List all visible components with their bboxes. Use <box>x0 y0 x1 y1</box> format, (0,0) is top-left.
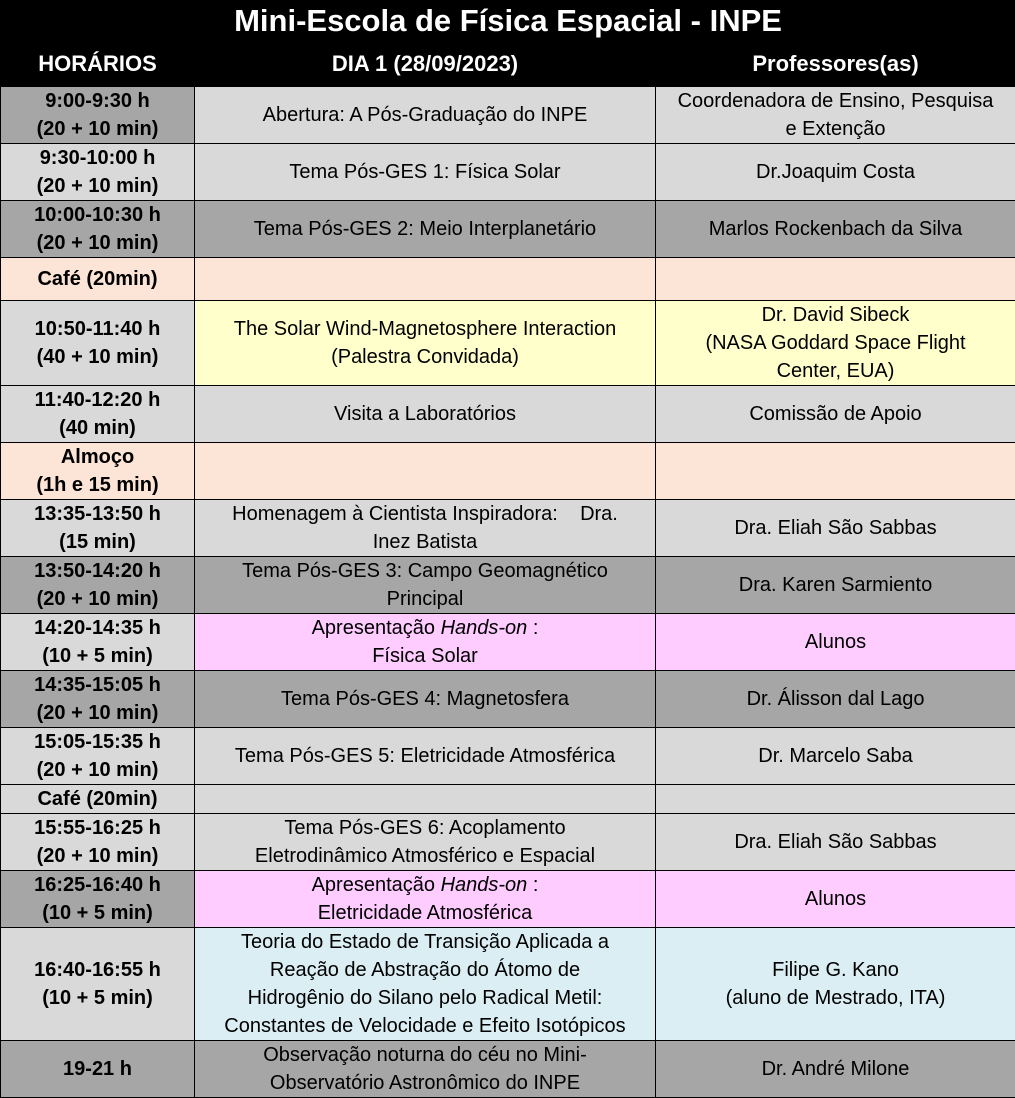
header-row <box>1 42 1015 87</box>
time-cell <box>1 500 195 557</box>
time-cell <box>1 301 195 386</box>
break-row <box>1 785 1015 814</box>
professor-cell <box>656 201 1015 258</box>
time-cell <box>1 87 195 144</box>
activity-text: Tema Pós-GES 3: Campo Geomagnético <box>197 557 653 585</box>
duration-text: (10 + 5 min) <box>3 642 192 670</box>
activity-text: Observatório Astronômico do INPE <box>197 1069 653 1097</box>
professor-text: Alunos <box>658 628 1013 656</box>
activity-text: (Palestra Convidada) <box>197 343 653 371</box>
activity-cell <box>195 671 656 728</box>
schedule-row <box>1 671 1015 728</box>
activity-cell <box>195 443 656 500</box>
hands-on-emphasis: Hands-on <box>441 617 528 639</box>
time-text: 11:40-12:20 h <box>3 386 192 414</box>
time-cell <box>1 201 195 258</box>
break-duration: (1h e 15 min) <box>3 471 192 499</box>
activity-text: Apresentação Hands-on : <box>197 614 653 642</box>
time-text: 10:50-11:40 h <box>3 315 192 343</box>
time-text: 15:05-15:35 h <box>3 728 192 756</box>
professor-text: Alunos <box>658 885 1013 913</box>
time-cell <box>1 614 195 671</box>
professor-cell <box>656 144 1015 201</box>
duration-text: (20 + 10 min) <box>3 699 192 727</box>
activity-cell <box>195 928 656 1041</box>
activity-text: Eletrodinâmico Atmosférico e Espacial <box>197 842 653 870</box>
time-text: 13:35-13:50 h <box>3 500 192 528</box>
time-cell <box>1 557 195 614</box>
time-cell <box>1 386 195 443</box>
break-label: Café (20min) <box>3 265 192 293</box>
break-cell <box>1 785 195 814</box>
time-cell <box>1 928 195 1041</box>
time-cell <box>1 1041 195 1098</box>
activity-text: Teoria do Estado de Transição Aplicada a <box>197 928 653 956</box>
duration-text: (20 + 10 min) <box>3 172 192 200</box>
activity-cell <box>195 258 656 301</box>
time-text: 14:35-15:05 h <box>3 671 192 699</box>
time-text: 10:00-10:30 h <box>3 201 192 229</box>
schedule-row <box>1 557 1015 614</box>
activity-text: Tema Pós-GES 4: Magnetosfera <box>197 685 653 713</box>
duration-text: (20 + 10 min) <box>3 115 192 143</box>
header-times: HORÁRIOS <box>1 42 195 87</box>
schedule-row <box>1 301 1015 386</box>
schedule-row <box>1 814 1015 871</box>
professor-text: Dra. Eliah São Sabbas <box>658 828 1013 856</box>
schedule-row <box>1 1041 1015 1098</box>
duration-text: (20 + 10 min) <box>3 585 192 613</box>
schedule-row <box>1 386 1015 443</box>
professor-cell <box>656 500 1015 557</box>
activity-cell <box>195 301 656 386</box>
time-text: 9:00-9:30 h <box>3 87 192 115</box>
professor-cell <box>656 814 1015 871</box>
activity-text: Tema Pós-GES 6: Acoplamento <box>197 814 653 842</box>
professor-text: Center, EUA) <box>658 357 1013 385</box>
duration-text: (15 min) <box>3 528 192 556</box>
duration-text: (20 + 10 min) <box>3 756 192 784</box>
time-cell <box>1 871 195 928</box>
header-day: DIA 1 (28/09/2023) <box>195 42 656 87</box>
page-title: Mini-Escola de Física Espacial - INPE <box>1 1 1015 42</box>
activity-text: Física Solar <box>197 642 653 670</box>
professor-text: Dr. David Sibeck <box>658 301 1013 329</box>
time-text: 9:30-10:00 h <box>3 144 192 172</box>
professor-text: e Extenção <box>658 115 1013 143</box>
activity-text: Tema Pós-GES 2: Meio Interplanetário <box>197 215 653 243</box>
hands-on-emphasis: Hands-on <box>441 874 528 896</box>
activity-cell <box>195 144 656 201</box>
professor-cell <box>656 785 1015 814</box>
time-cell <box>1 144 195 201</box>
activity-text: Tema Pós-GES 1: Física Solar <box>197 158 653 186</box>
duration-text: (40 min) <box>3 414 192 442</box>
activity-text: Homenagem à Cientista Inspiradora: Dra. <box>197 500 653 528</box>
professor-cell <box>656 301 1015 386</box>
professor-cell <box>656 928 1015 1041</box>
duration-text: (10 + 5 min) <box>3 984 192 1012</box>
activity-cell <box>195 871 656 928</box>
break-row <box>1 443 1015 500</box>
duration-text: (20 + 10 min) <box>3 229 192 257</box>
time-cell <box>1 671 195 728</box>
activity-text: Constantes de Velocidade e Efeito Isotópicos <box>197 1012 653 1040</box>
professor-text: Filipe G. Kano <box>658 956 1013 984</box>
professor-text: Dr. André Milone <box>658 1055 1013 1083</box>
professor-cell <box>656 614 1015 671</box>
activity-cell <box>195 1041 656 1098</box>
professor-cell <box>656 443 1015 500</box>
activity-cell <box>195 814 656 871</box>
time-text: 16:40-16:55 h <box>3 956 192 984</box>
schedule-row <box>1 871 1015 928</box>
title-row <box>1 1 1015 42</box>
break-row <box>1 258 1015 301</box>
professor-text: Marlos Rockenbach da Silva <box>658 215 1013 243</box>
schedule-row <box>1 201 1015 258</box>
break-cell <box>1 258 195 301</box>
professor-cell <box>656 871 1015 928</box>
time-text: 13:50-14:20 h <box>3 557 192 585</box>
time-cell <box>1 814 195 871</box>
professor-text: (NASA Goddard Space Flight <box>658 329 1013 357</box>
activity-text: Inez Batista <box>197 528 653 556</box>
activity-cell <box>195 728 656 785</box>
time-text: 16:25-16:40 h <box>3 871 192 899</box>
duration-text: (40 + 10 min) <box>3 343 192 371</box>
professor-text: Dra. Karen Sarmiento <box>658 571 1013 599</box>
professor-cell <box>656 87 1015 144</box>
activity-text: Eletricidade Atmosférica <box>197 899 653 927</box>
activity-text: Principal <box>197 585 653 613</box>
break-label: Almoço <box>3 443 192 471</box>
professor-cell <box>656 557 1015 614</box>
professor-cell <box>656 728 1015 785</box>
activity-cell <box>195 201 656 258</box>
time-cell <box>1 728 195 785</box>
activity-text: Hidrogênio do Silano pelo Radical Metil: <box>197 984 653 1012</box>
professor-text: (aluno de Mestrado, ITA) <box>658 984 1013 1012</box>
time-text: 14:20-14:35 h <box>3 614 192 642</box>
header-professors: Professores(as) <box>656 42 1015 87</box>
activity-text: Visita a Laboratórios <box>197 400 653 428</box>
professor-cell <box>656 386 1015 443</box>
activity-cell <box>195 557 656 614</box>
activity-text: Tema Pós-GES 5: Eletricidade Atmosférica <box>197 742 653 770</box>
professor-text: Coordenadora de Ensino, Pesquisa <box>658 87 1013 115</box>
professor-cell <box>656 671 1015 728</box>
duration-text: (20 + 10 min) <box>3 842 192 870</box>
activity-text: The Solar Wind-Magnetosphere Interaction <box>197 315 653 343</box>
schedule-row <box>1 728 1015 785</box>
activity-text: Apresentação Hands-on : <box>197 871 653 899</box>
schedule-row <box>1 614 1015 671</box>
activity-cell <box>195 614 656 671</box>
activity-text: Reação de Abstração do Átomo de <box>197 956 653 984</box>
activity-text: Abertura: A Pós-Graduação do INPE <box>197 101 653 129</box>
professor-cell <box>656 1041 1015 1098</box>
break-label: Café (20min) <box>3 785 192 813</box>
professor-text: Dra. Eliah São Sabbas <box>658 514 1013 542</box>
schedule-row <box>1 928 1015 1041</box>
schedule-row <box>1 144 1015 201</box>
activity-text: Observação noturna do céu no Mini- <box>197 1041 653 1069</box>
time-text: 19-21 h <box>3 1055 192 1083</box>
activity-cell <box>195 500 656 557</box>
schedule-row <box>1 87 1015 144</box>
activity-cell <box>195 386 656 443</box>
activity-cell <box>195 785 656 814</box>
professor-cell <box>656 258 1015 301</box>
professor-text: Dr. Marcelo Saba <box>658 742 1013 770</box>
break-cell <box>1 443 195 500</box>
professor-text: Dr.Joaquim Costa <box>658 158 1013 186</box>
professor-text: Comissão de Apoio <box>658 400 1013 428</box>
time-text: 15:55-16:25 h <box>3 814 192 842</box>
duration-text: (10 + 5 min) <box>3 899 192 927</box>
schedule-row <box>1 500 1015 557</box>
activity-cell <box>195 87 656 144</box>
professor-text: Dr. Álisson dal Lago <box>658 685 1013 713</box>
